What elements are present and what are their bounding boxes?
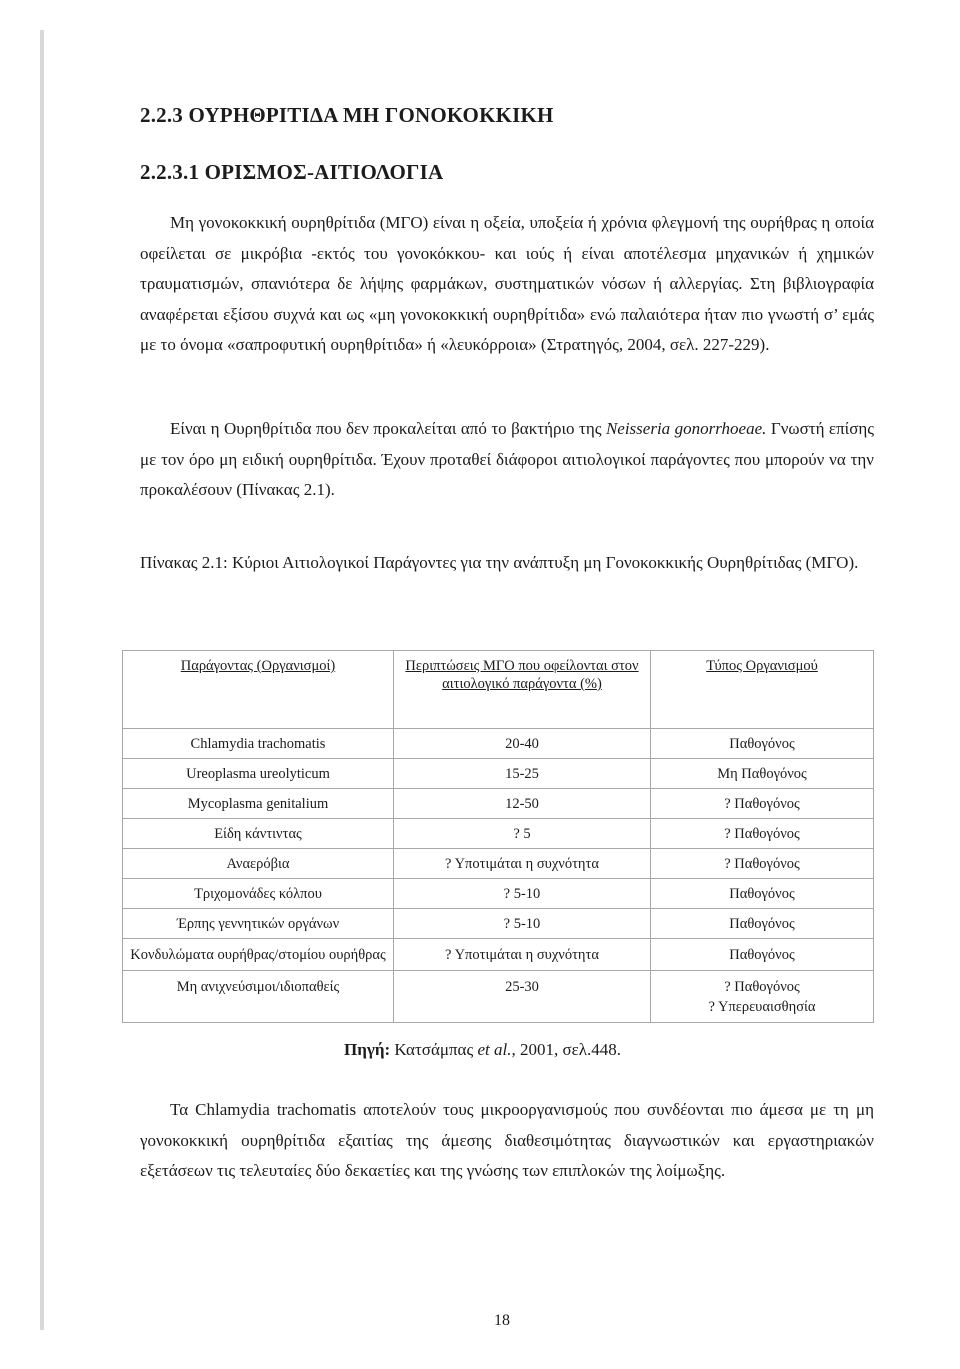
cases-cell: ? Υποτιμάται η συχνότητα (394, 939, 651, 971)
type-cell: ? Παθογόνος ? Υπερευαισθησία (651, 971, 874, 1023)
type-cell: Παθογόνος (651, 909, 874, 939)
source-label: Πηγή: (344, 1040, 391, 1059)
table-row (123, 789, 874, 819)
header-type: Τύπος Οργανισμού (651, 651, 874, 729)
paragraph-cause (140, 414, 874, 506)
table-source (344, 1040, 621, 1060)
etiology-table (122, 650, 874, 1023)
factor-cell: Αναερόβια (123, 849, 394, 879)
table-row (123, 729, 874, 759)
section-title: 2.2.3 ΟΥΡΗΘΡΙΤΙΔΑ ΜΗ ΓΟΝΟΚΟΚΚΙΚΗ (140, 103, 554, 127)
type-cell: ? Παθογόνος (651, 819, 874, 849)
table-row (123, 879, 874, 909)
type-cell: Παθογόνος (651, 939, 874, 971)
cases-cell: 20-40 (394, 729, 651, 759)
paragraph-chlamydia (140, 1095, 874, 1187)
table-row (123, 939, 874, 971)
type-cell: ? Παθογόνος (651, 849, 874, 879)
table-row (123, 819, 874, 849)
factor-cell: Έρπης γεννητικών οργάνων (123, 909, 394, 939)
table-row (123, 909, 874, 939)
cases-cell: ? 5-10 (394, 909, 651, 939)
cases-cell: 12-50 (394, 789, 651, 819)
paragraph-chlamydia-text: Τα Chlamydia trachomatis αποτελούν τους μικροοργανισμούς που συνδέονται πιο άμεσα με τη μη γονοκοκκική ουρηθρίτιδα εξαιτίας της άμεσης διαθεσιμότητας διαγνωστικών και εργαστηριακών εξετάσεων τις τελευταίες δύο δεκαετίες και της γνώσης των επιπλοκών της λοίμωξης. (140, 1100, 874, 1180)
type-cell: ? Παθογόνος (651, 789, 874, 819)
cases-cell: ? 5-10 (394, 879, 651, 909)
header-factor: Παράγοντας (Οργανισμοί) (123, 651, 394, 729)
table-row (123, 849, 874, 879)
species-name: Neisseria gonorrhoeae. (605, 419, 767, 438)
cases-cell: ? Υποτιμάται η συχνότητα (394, 849, 651, 879)
table-header-row (123, 651, 874, 729)
factor-cell: Είδη κάντιντας (123, 819, 394, 849)
subsection-title: 2.2.3.1 ΟΡΙΣΜΟΣ-ΑΙΤΙΟΛΟΓΙΑ (140, 160, 444, 184)
cases-cell: 25-30 (394, 971, 651, 1023)
source-year-page: , 2001, σελ.448. (511, 1040, 621, 1059)
type-cell: Μη Παθογόνος (651, 759, 874, 789)
factor-cell: Τριχομονάδες κόλπου (123, 879, 394, 909)
factor-cell: Chlamydia trachomatis (123, 729, 394, 759)
table-caption: Πίνακας 2.1: Κύριοι Αιτιολογικοί Παράγοντες για την ανάπτυξη μη Γονοκοκκικής Ουρηθρίτιδας (ΜΓΟ). (140, 553, 859, 572)
source-author: Κατσάμπας (390, 1040, 478, 1059)
table-row (123, 759, 874, 789)
paragraph-definition-text: Μη γονοκοκκική ουρηθρίτιδα (ΜΓΟ) είναι η οξεία, υποξεία ή χρόνια φλεγμονή της ουρήθρας η οποία οφείλεται σε μικρόβια -εκτός του γονοκόκκου- και ιούς ή είναι αποτέλεσμα μηχανικών ή χημικών τραυματισμών, σπανιότερα δε λήψης φαρμάκων, συστηματικών νόσων ή αλλεργίας. Στη βιβλιογραφία αναφέρεται εξίσου συχνά και ως «μη γονοκοκκική ουρηθρίτιδα» ενώ παλαιότερα ήταν πιο γνωστή σ’ εμάς με το όνομα «σαπροφυτική ουρηθρίτιδα» ή «λευκόρροια» (Στρατηγός, 2004, σελ. 227-229). (140, 213, 874, 354)
source-etal: et al. (477, 1040, 512, 1059)
scan-edge-mark (40, 30, 44, 1330)
factor-cell: Μη ανιχνεύσιμοι/ιδιοπαθείς (123, 971, 394, 1023)
cases-cell: ? 5 (394, 819, 651, 849)
header-cases: Περιπτώσεις ΜΓΟ που οφείλονται στον αιτιολογικό παράγοντα (%) (394, 651, 651, 729)
type-cell: Παθογόνος (651, 879, 874, 909)
factor-cell: Κονδυλώματα ουρήθρας/στομίου ουρήθρας (123, 939, 394, 971)
page-number: 18 (494, 1312, 510, 1329)
paragraph-cause-text: Είναι η Ουρηθρίτιδα που δεν προκαλείται από το βακτήριο της (170, 419, 606, 438)
factor-cell: Mycoplasma genitalium (123, 789, 394, 819)
factor-cell: Ureoplasma ureolyticum (123, 759, 394, 789)
table-row (123, 971, 874, 1023)
paragraph-definition (140, 208, 874, 361)
type-cell: Παθογόνος (651, 729, 874, 759)
paragraph-cause-text-continued: Γνωστή επίσης με τον όρο μη ειδική ουρηθρίτιδα. Έχουν προταθεί διάφοροι αιτιολογικοί παράγοντες που μπορούν να την προκαλέσουν (Πίνακας 2.1). (140, 419, 875, 499)
cases-cell: 15-25 (394, 759, 651, 789)
